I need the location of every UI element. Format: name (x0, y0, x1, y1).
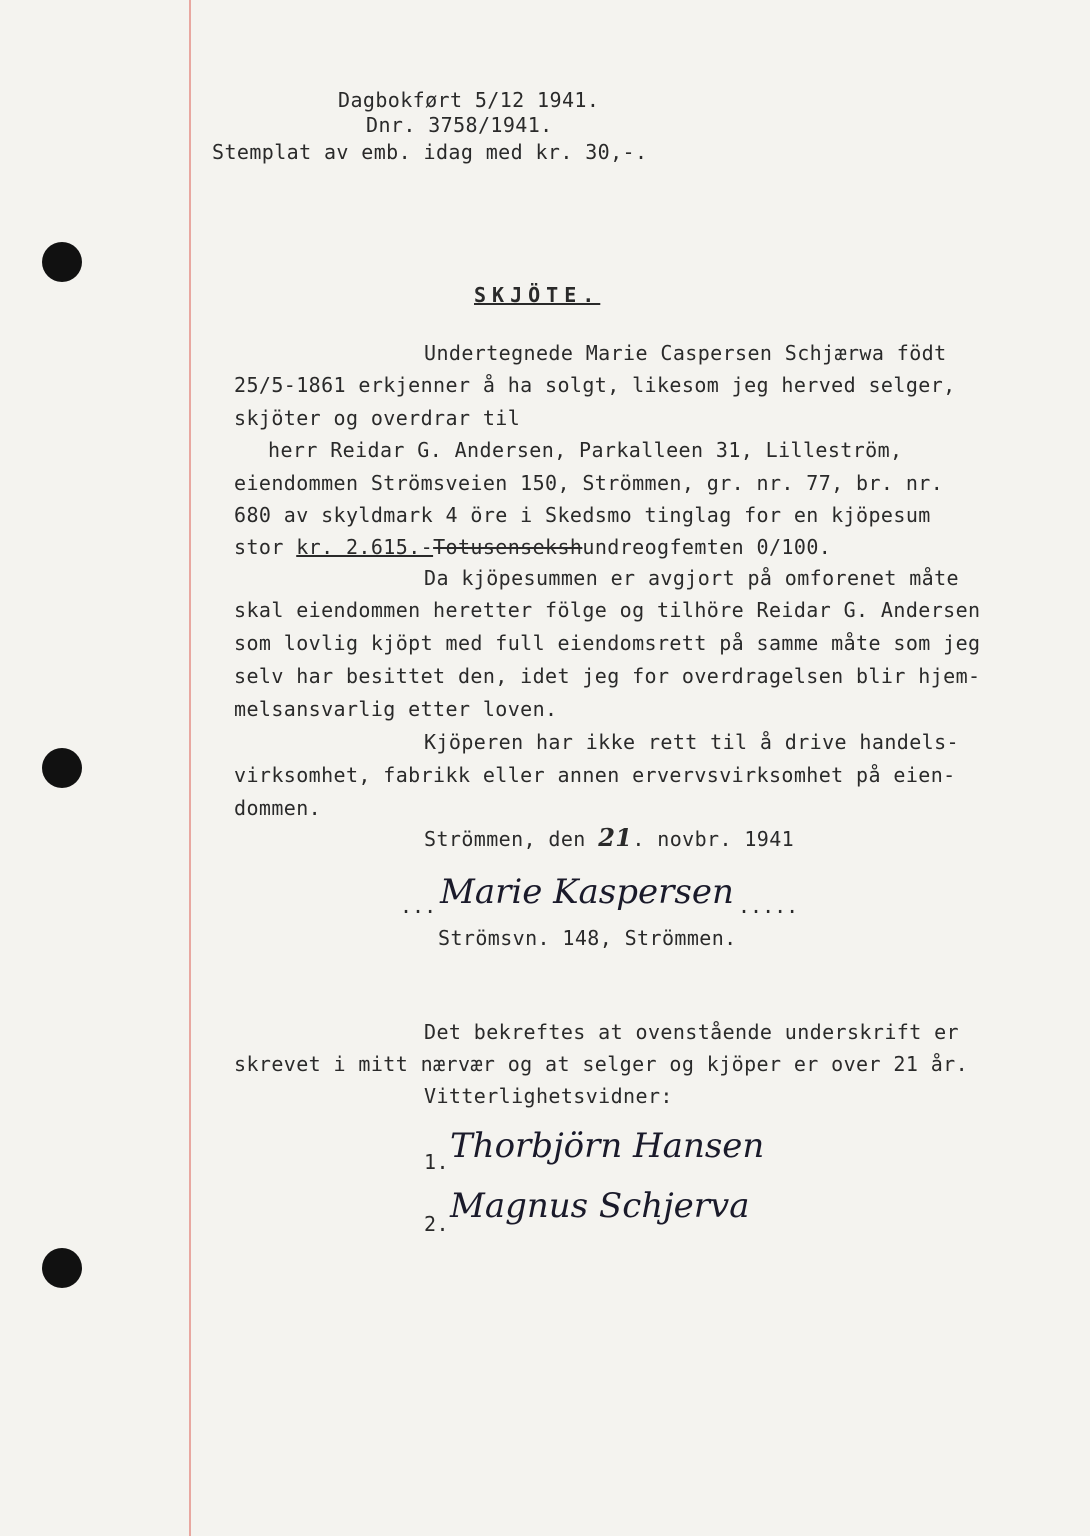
witness-line: Det bekreftes at ovenstående underskrift er (424, 1020, 959, 1044)
witness-signature: Magnus Schjerva (450, 1186, 750, 1226)
seller-signature: Marie Kaspersen (440, 872, 734, 912)
body-line: selv har besittet den, idet jeg for overdragelsen blir hjem- (234, 664, 981, 688)
witness-line: skrevet i mitt nærvær og at selger og kjöper er over 21 år. (234, 1052, 969, 1076)
margin-line (189, 0, 191, 1536)
body-text: undreogfemten 0/100. (582, 535, 832, 559)
body-line: skjöter og overdrar til (234, 406, 521, 430)
struck-text: Totusenseksh (433, 535, 583, 559)
witness-heading: Vitterlighetsvidner: (424, 1084, 673, 1108)
stamp-fee-line: Stemplat av emb. idag med kr. 30,-. (212, 140, 648, 164)
punch-hole (42, 748, 82, 788)
body-line: melsansvarlig etter loven. (234, 697, 558, 721)
date-suffix: . novbr. 1941 (632, 827, 795, 851)
body-line: herr Reidar G. Andersen, Parkalleen 31, Lilleström, (268, 438, 903, 462)
witness-number: 1. (424, 1150, 449, 1174)
signature-dots-right: ..... (738, 894, 799, 918)
punch-hole (42, 242, 82, 282)
body-line: virksomhet, fabrikk eller annen ervervsvirksomhet på eien- (234, 763, 956, 787)
handwritten-day: 21 (598, 823, 633, 852)
place-prefix: Strömmen, den (424, 827, 599, 851)
seller-address: Strömsvn. 148, Strömmen. (438, 926, 737, 950)
body-line: dommen. (234, 796, 322, 820)
body-line: eiendommen Strömsveien 150, Strömmen, gr. nr. 77, br. nr. (234, 471, 944, 495)
body-text: stor (234, 535, 297, 559)
punch-hole (42, 1248, 82, 1288)
signature-dots-left: ... (400, 894, 437, 918)
witness-number: 2. (424, 1212, 449, 1236)
body-line: Da kjöpesummen er avgjort på omforenet måte (424, 566, 959, 590)
registration-line: Dagbokført 5/12 1941. (338, 88, 600, 112)
document-title: SKJÖTE. (474, 283, 601, 307)
document-number-line: Dnr. 3758/1941. (366, 113, 553, 137)
body-line: skal eiendommen heretter fölge og tilhöre Reidar G. Andersen (234, 598, 981, 622)
witness-signature: Thorbjörn Hansen (450, 1126, 765, 1166)
body-line: som lovlig kjöpt med full eiendomsrett på samme måte som jeg (234, 631, 981, 655)
purchase-amount: kr. 2.615.- (296, 535, 434, 559)
body-line: 680 av skyldmark 4 öre i Skedsmo tinglag for en kjöpesum (234, 503, 931, 527)
body-line: Undertegnede Marie Caspersen Schjærwa födt (424, 341, 947, 365)
body-line: 25/5-1861 erkjenner å ha solgt, likesom jeg herved selger, (234, 373, 956, 397)
place-date-line (424, 823, 795, 852)
purchase-sum-line (234, 535, 831, 559)
body-line: Kjöperen har ikke rett til å drive handels- (424, 730, 959, 754)
